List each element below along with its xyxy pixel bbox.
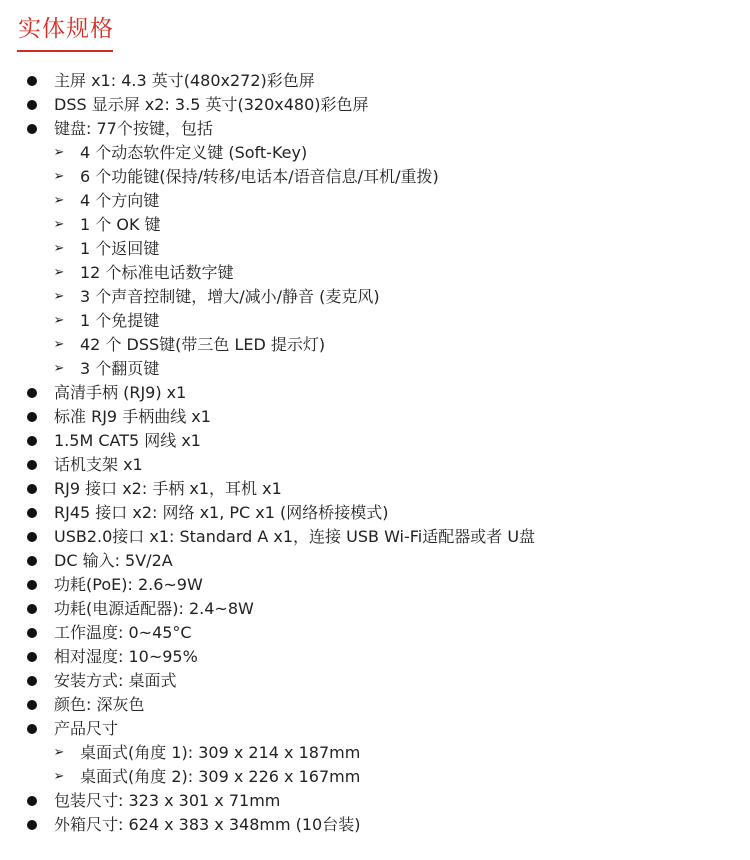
spec-item	[0, 597, 750, 621]
arrow-bullet-icon: ➢	[53, 241, 65, 256]
arrow-bullet-icon: ➢	[53, 745, 65, 760]
spec-item	[0, 405, 750, 429]
bullet-dot-icon	[27, 604, 37, 614]
spec-text: 工作温度: 0~45°C	[54, 623, 192, 642]
spec-text: 包装尺寸: 323 x 301 x 71mm	[54, 791, 281, 810]
spec-subitem	[0, 189, 750, 213]
arrow-bullet-icon: ➢	[53, 145, 65, 160]
spec-item	[0, 93, 750, 117]
spec-item	[0, 669, 750, 693]
bullet-dot-icon	[27, 652, 37, 662]
spec-text: 安装方式: 桌面式	[54, 671, 177, 690]
spec-text: 标准 RJ9 手柄曲线 x1	[54, 407, 211, 426]
spec-item	[0, 117, 750, 141]
spec-subitem	[0, 213, 750, 237]
arrow-bullet-icon: ➢	[53, 313, 65, 328]
spec-text: 42 个 DSS键(带三色 LED 提示灯)	[80, 335, 326, 354]
spec-item	[0, 789, 750, 813]
spec-text: 桌面式(角度 1): 309 x 214 x 187mm	[80, 743, 361, 762]
spec-subitem	[0, 237, 750, 261]
arrow-bullet-icon: ➢	[53, 169, 65, 184]
title-underline	[17, 50, 113, 52]
bullet-dot-icon	[27, 532, 37, 542]
bullet-dot-icon	[27, 796, 37, 806]
arrow-bullet-icon: ➢	[53, 193, 65, 208]
spec-text: 功耗(电源适配器): 2.4~8W	[54, 599, 254, 618]
bullet-dot-icon	[27, 556, 37, 566]
spec-text: 高清手柄 (RJ9) x1	[54, 383, 187, 402]
spec-text: RJ45 接口 x2: 网络 x1, PC x1 (网络桥接模式)	[54, 503, 389, 522]
spec-subitem	[0, 165, 750, 189]
arrow-bullet-icon: ➢	[53, 289, 65, 304]
bullet-dot-icon	[27, 388, 37, 398]
spec-item	[0, 813, 750, 837]
spec-text: 话机支架 x1	[54, 455, 143, 474]
spec-subitem	[0, 765, 750, 789]
spec-item	[0, 693, 750, 717]
spec-text: 1.5M CAT5 网线 x1	[54, 431, 201, 450]
bullet-dot-icon	[27, 580, 37, 590]
spec-item	[0, 501, 750, 525]
bullet-dot-icon	[27, 100, 37, 110]
arrow-bullet-icon: ➢	[53, 217, 65, 232]
spec-text: 1 个返回键	[80, 239, 160, 258]
spec-text: USB2.0接口 x1: Standard A x1，连接 USB Wi-Fi适配器或者 U盘	[54, 527, 536, 546]
bullet-dot-icon	[27, 628, 37, 638]
arrow-bullet-icon: ➢	[53, 265, 65, 280]
bullet-dot-icon	[27, 484, 37, 494]
spec-subitem	[0, 357, 750, 381]
spec-item	[0, 621, 750, 645]
spec-subitem	[0, 285, 750, 309]
arrow-bullet-icon: ➢	[53, 337, 65, 352]
spec-item	[0, 549, 750, 573]
spec-item	[0, 717, 750, 741]
spec-text: DSS 显示屏 x2: 3.5 英寸(320x480)彩色屏	[54, 95, 369, 114]
spec-text: 桌面式(角度 2): 309 x 226 x 167mm	[80, 767, 361, 786]
bullet-dot-icon	[27, 676, 37, 686]
spec-text: 颜色: 深灰色	[54, 695, 145, 714]
spec-text: 6 个功能键(保持/转移/电话本/语音信息/耳机/重拨)	[80, 167, 439, 186]
spec-subitem	[0, 333, 750, 357]
bullet-dot-icon	[27, 700, 37, 710]
arrow-bullet-icon: ➢	[53, 769, 65, 784]
spec-text: 功耗(PoE): 2.6~9W	[54, 575, 203, 594]
spec-text: 4 个方向键	[80, 191, 160, 210]
arrow-bullet-icon: ➢	[53, 361, 65, 376]
spec-item	[0, 477, 750, 501]
spec-text: 产品尺寸	[54, 719, 119, 738]
spec-text: RJ9 接口 x2: 手柄 x1，耳机 x1	[54, 479, 282, 498]
spec-text: 1 个免提键	[80, 311, 160, 330]
spec-item	[0, 573, 750, 597]
spec-list	[0, 69, 750, 837]
spec-item	[0, 381, 750, 405]
bullet-dot-icon	[27, 820, 37, 830]
spec-text: 外箱尺寸: 624 x 383 x 348mm (10台装)	[54, 815, 361, 834]
bullet-dot-icon	[27, 724, 37, 734]
spec-subitem	[0, 261, 750, 285]
spec-item	[0, 645, 750, 669]
spec-text: 键盘: 77个按键，包括	[54, 119, 213, 138]
spec-subitem	[0, 141, 750, 165]
bullet-dot-icon	[27, 460, 37, 470]
spec-text: 3 个声音控制键，增大/减小/静音 (麦克风)	[80, 287, 380, 306]
spec-item	[0, 69, 750, 93]
section-title: 实体规格	[18, 16, 114, 42]
spec-text: 1 个 OK 键	[80, 215, 161, 234]
spec-text: DC 输入: 5V/2A	[54, 551, 173, 570]
spec-item	[0, 453, 750, 477]
spec-item	[0, 429, 750, 453]
bullet-dot-icon	[27, 436, 37, 446]
spec-text: 相对湿度: 10~95%	[54, 647, 198, 666]
spec-subitem	[0, 309, 750, 333]
bullet-dot-icon	[27, 412, 37, 422]
spec-text: 3 个翻页键	[80, 359, 160, 378]
spec-text: 12 个标准电话数字键	[80, 263, 234, 282]
spec-subitem	[0, 741, 750, 765]
spec-item	[0, 525, 750, 549]
bullet-dot-icon	[27, 508, 37, 518]
bullet-dot-icon	[27, 76, 37, 86]
bullet-dot-icon	[27, 124, 37, 134]
spec-text: 4 个动态软件定义键 (Soft-Key)	[80, 143, 308, 162]
spec-text: 主屏 x1: 4.3 英寸(480x272)彩色屏	[54, 71, 315, 90]
